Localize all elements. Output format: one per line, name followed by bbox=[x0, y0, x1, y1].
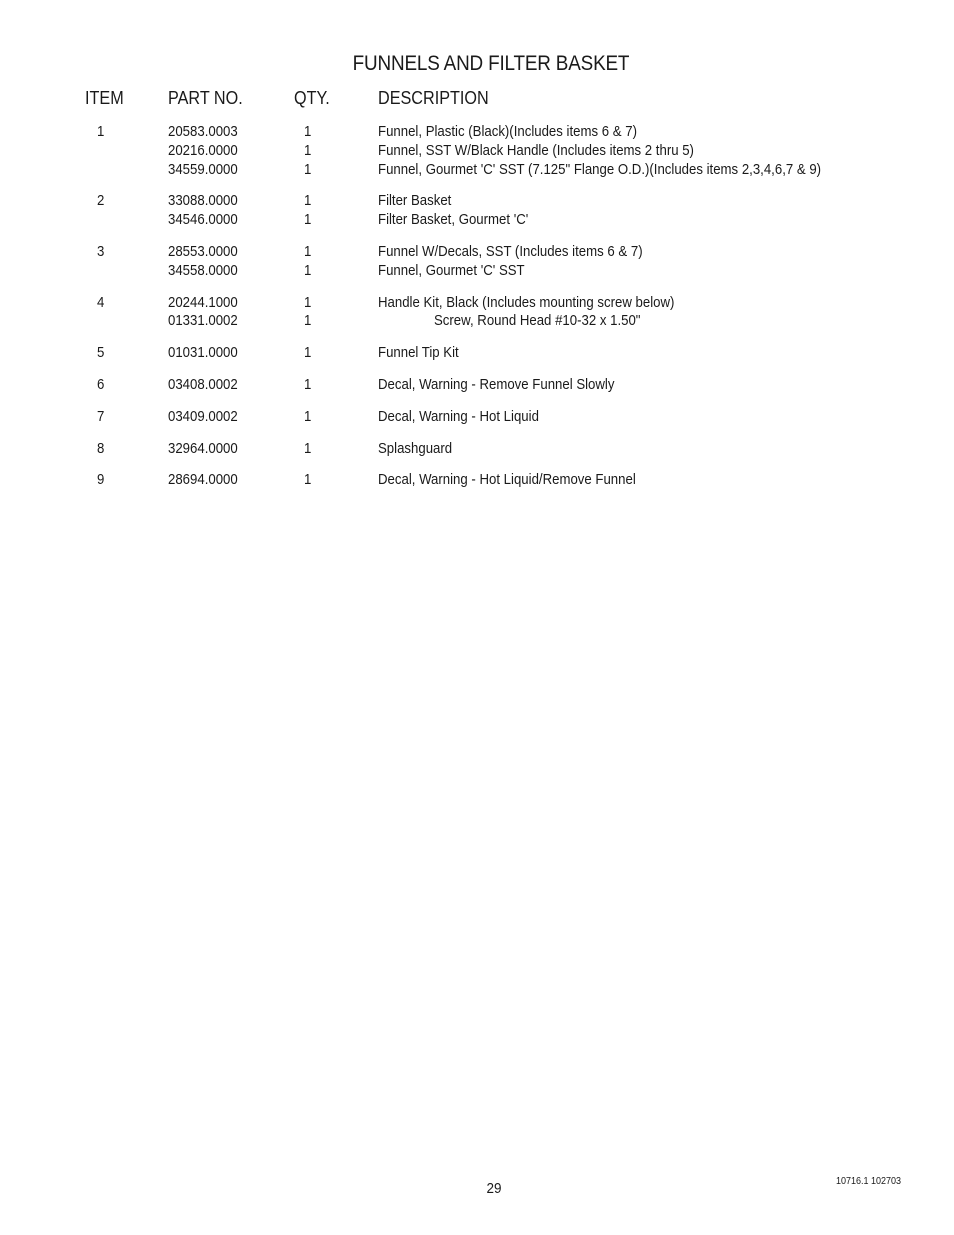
item-number: 4 bbox=[97, 293, 105, 311]
parts-row bbox=[0, 312, 954, 331]
page-number: 29 bbox=[486, 1180, 502, 1197]
parts-row bbox=[0, 376, 954, 395]
quantity: 1 bbox=[304, 242, 312, 260]
parts-row bbox=[0, 262, 954, 281]
parts-group bbox=[0, 344, 954, 363]
part-number: 20244.1000 bbox=[168, 293, 238, 311]
item-number: 2 bbox=[97, 192, 105, 210]
parts-row bbox=[0, 123, 954, 142]
parts-row bbox=[0, 408, 954, 427]
quantity: 1 bbox=[304, 211, 312, 229]
description: Handle Kit, Black (Includes mounting screw below) bbox=[378, 293, 675, 311]
column-header-description: DESCRIPTION bbox=[378, 88, 489, 108]
parts-list bbox=[0, 123, 954, 503]
quantity: 1 bbox=[304, 312, 312, 330]
quantity: 1 bbox=[304, 141, 312, 159]
parts-row bbox=[0, 192, 954, 211]
item-number: 9 bbox=[97, 471, 105, 489]
item-number: 3 bbox=[97, 242, 105, 260]
parts-group bbox=[0, 471, 954, 490]
part-number: 33088.0000 bbox=[168, 192, 238, 210]
quantity: 1 bbox=[304, 375, 312, 393]
part-number: 34546.0000 bbox=[168, 211, 238, 229]
part-number: 32964.0000 bbox=[168, 439, 238, 457]
part-number: 28694.0000 bbox=[168, 471, 238, 489]
description: Decal, Warning - Remove Funnel Slowly bbox=[378, 375, 615, 393]
item-number: 1 bbox=[97, 123, 105, 140]
parts-row bbox=[0, 471, 954, 490]
parts-group bbox=[0, 294, 954, 332]
part-number: 34559.0000 bbox=[168, 160, 238, 178]
description: Funnel W/Decals, SST (Includes items 6 & 7) bbox=[378, 242, 643, 260]
parts-group bbox=[0, 192, 954, 230]
quantity: 1 bbox=[304, 344, 312, 362]
quantity: 1 bbox=[304, 407, 312, 425]
description: Decal, Warning - Hot Liquid bbox=[378, 407, 539, 425]
quantity: 1 bbox=[304, 293, 312, 311]
parts-row bbox=[0, 161, 954, 180]
parts-group bbox=[0, 376, 954, 395]
item-number: 8 bbox=[97, 439, 105, 457]
item-number: 6 bbox=[97, 375, 105, 393]
parts-group bbox=[0, 123, 954, 179]
part-number: 34558.0000 bbox=[168, 261, 238, 279]
quantity: 1 bbox=[304, 439, 312, 457]
parts-group bbox=[0, 243, 954, 281]
document-code: 10716.1 102703 bbox=[836, 1176, 902, 1187]
parts-group bbox=[0, 440, 954, 459]
parts-row bbox=[0, 211, 954, 230]
part-number: 01031.0000 bbox=[168, 344, 238, 362]
part-number: 03408.0002 bbox=[168, 375, 238, 393]
description: Funnel, SST W/Black Handle (Includes items 2 thru 5) bbox=[378, 141, 694, 159]
description: Funnel Tip Kit bbox=[378, 344, 459, 362]
parts-row bbox=[0, 142, 954, 161]
description: Splashguard bbox=[378, 439, 453, 457]
column-header-part-no: PART NO. bbox=[168, 88, 243, 108]
part-number: 20216.0000 bbox=[168, 141, 238, 159]
description: Decal, Warning - Hot Liquid/Remove Funnel bbox=[378, 471, 636, 489]
part-number: 03409.0002 bbox=[168, 407, 238, 425]
description: Funnel, Gourmet 'C' SST (7.125" Flange O.D.)(Includes items 2,3,4,6,7 & 9) bbox=[378, 160, 822, 178]
item-number: 5 bbox=[97, 344, 105, 362]
parts-group bbox=[0, 408, 954, 427]
column-header-qty: QTY. bbox=[294, 88, 330, 108]
part-number: 28553.0000 bbox=[168, 242, 238, 260]
quantity: 1 bbox=[304, 471, 312, 489]
description: Funnel, Gourmet 'C' SST bbox=[378, 261, 525, 279]
parts-row bbox=[0, 344, 954, 363]
part-number: 20583.0003 bbox=[168, 123, 238, 140]
quantity: 1 bbox=[304, 261, 312, 279]
quantity: 1 bbox=[304, 123, 312, 140]
item-number: 7 bbox=[97, 407, 105, 425]
column-header-item: ITEM bbox=[85, 88, 124, 108]
parts-row bbox=[0, 294, 954, 313]
description: Screw, Round Head #10-32 x 1.50" bbox=[434, 312, 641, 330]
page-title: FUNNELS AND FILTER BASKET bbox=[352, 52, 630, 75]
quantity: 1 bbox=[304, 160, 312, 178]
quantity: 1 bbox=[304, 192, 312, 210]
description: Filter Basket, Gourmet 'C' bbox=[378, 211, 529, 229]
description: Filter Basket bbox=[378, 192, 452, 210]
part-number: 01331.0002 bbox=[168, 312, 238, 330]
parts-row bbox=[0, 440, 954, 459]
parts-row bbox=[0, 243, 954, 262]
description: Funnel, Plastic (Black)(Includes items 6 & 7) bbox=[378, 123, 637, 140]
